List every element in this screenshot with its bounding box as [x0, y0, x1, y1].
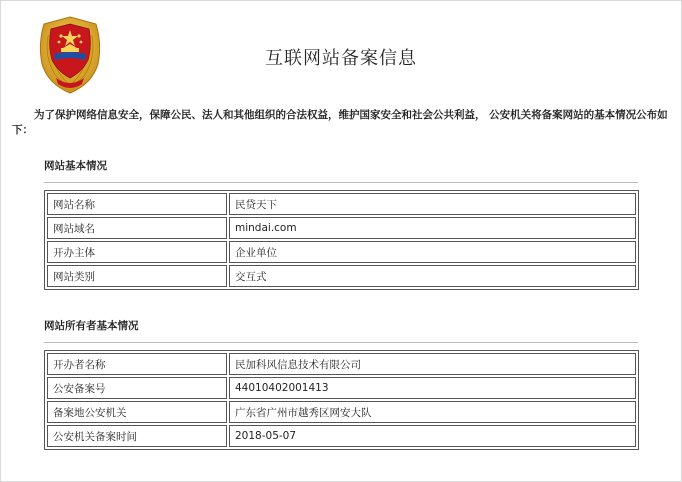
- site-section-title: 网站基本情况: [44, 160, 107, 172]
- site-info-table: [44, 190, 639, 290]
- row-value: 交互式: [229, 265, 636, 287]
- table-row: [47, 353, 636, 375]
- row-label: 公安机关备案时间: [47, 425, 227, 447]
- row-label: 开办主体: [47, 241, 227, 263]
- divider: [44, 342, 638, 343]
- owner-section-title: 网站所有者基本情况: [44, 320, 139, 332]
- row-value: mindai.com: [229, 217, 636, 239]
- intro-text: 为了保护网络信息安全，保障公民、法人和其他组织的合法权益，维护国家安全和社会公共利益， 公安机关将备案网站的基本情况公布如下：: [12, 109, 668, 136]
- row-value: 企业单位: [229, 241, 636, 263]
- owner-info-table: [44, 350, 639, 450]
- table-row: [47, 217, 636, 239]
- row-label: 网站域名: [47, 217, 227, 239]
- row-label: 备案地公安机关: [47, 401, 227, 423]
- row-label: 网站类别: [47, 265, 227, 287]
- table-row: [47, 425, 636, 447]
- row-value: 广东省广州市越秀区网安大队: [229, 401, 636, 423]
- row-label: 开办者名称: [47, 353, 227, 375]
- table-row: [47, 241, 636, 263]
- row-value: 民加科风信息技术有限公司: [229, 353, 636, 375]
- divider: [44, 182, 638, 183]
- row-value: 44010402001413: [229, 377, 636, 399]
- row-label: 公安备案号: [47, 377, 227, 399]
- table-row: [47, 401, 636, 423]
- table-row: [47, 193, 636, 215]
- row-label: 网站名称: [47, 193, 227, 215]
- page-title: 互联网站备案信息: [265, 48, 417, 69]
- table-row: [47, 265, 636, 287]
- row-value: 2018-05-07: [229, 425, 636, 447]
- row-value: 民贷天下: [229, 193, 636, 215]
- table-row: [47, 377, 636, 399]
